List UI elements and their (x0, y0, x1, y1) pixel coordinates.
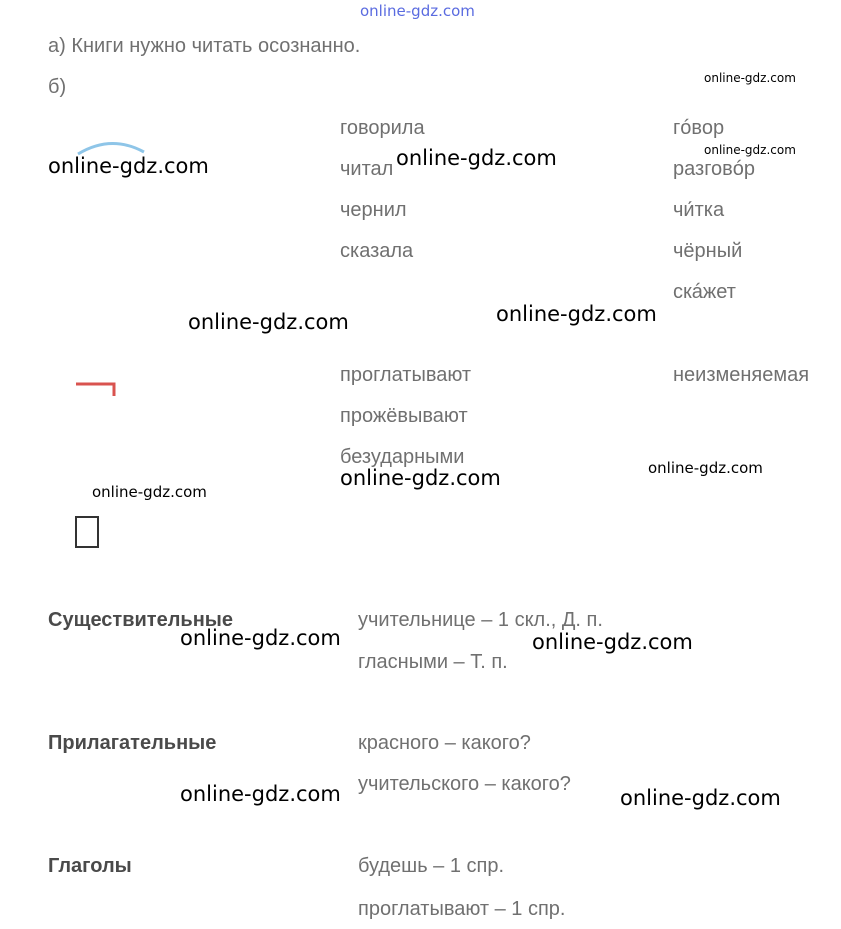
word-left-2-2: прожёвывают (340, 405, 468, 427)
adjective-line-1: красного – какого? (358, 732, 531, 754)
word-left-2-1: проглатывают (340, 364, 472, 386)
watermark: online-gdz.com (496, 302, 657, 326)
heading-adjectives: Прилагательные (48, 732, 217, 754)
watermark: online-gdz.com (48, 154, 209, 178)
watermark: online-gdz.com (188, 310, 349, 334)
verb-line-1: будешь – 1 спр. (358, 855, 505, 877)
word-right-1-5: скáжет (673, 281, 736, 303)
watermark-top: online-gdz.com (360, 2, 475, 20)
watermark: online-gdz.com (704, 71, 796, 85)
watermark: online-gdz.com (648, 459, 763, 477)
word-left-1-1: говорила (340, 117, 425, 139)
word-right-2-1: неизменяемая (673, 364, 810, 386)
watermark: online-gdz.com (620, 786, 781, 810)
word-right-1-3: чи́тка (673, 199, 725, 221)
watermark: online-gdz.com (180, 626, 341, 650)
word-right-1-1: гóвор (673, 117, 725, 139)
ending-box-icon (75, 516, 99, 548)
verb-line-2: проглатывают – 1 спр. (358, 898, 566, 920)
watermark: online-gdz.com (180, 782, 341, 806)
word-left-1-4: сказала (340, 240, 414, 262)
watermark: online-gdz.com (704, 143, 796, 157)
word-left-2-3: безударными (340, 446, 465, 468)
noun-line-1: учительнице – 1 скл., Д. п. (358, 609, 603, 631)
word-left-1-2: читал (340, 158, 394, 180)
adjective-line-2: учительского – какого? (358, 773, 571, 795)
watermark: online-gdz.com (532, 630, 693, 654)
word-right-1-4: чёрный (673, 240, 743, 262)
sentence-a: а) Книги нужно читать осознанно. (48, 35, 361, 57)
suffix-mark-icon (74, 380, 120, 398)
word-left-1-3: чернил (340, 199, 407, 221)
watermark: online-gdz.com (396, 146, 557, 170)
heading-verbs: Глаголы (48, 855, 132, 877)
word-right-1-2: разговóр (673, 158, 756, 180)
noun-line-2: гласными – Т. п. (358, 651, 508, 673)
heading-nouns: Существительные (48, 609, 234, 631)
watermark: online-gdz.com (92, 483, 207, 501)
label-b: б) (48, 76, 67, 98)
watermark: online-gdz.com (340, 466, 501, 490)
